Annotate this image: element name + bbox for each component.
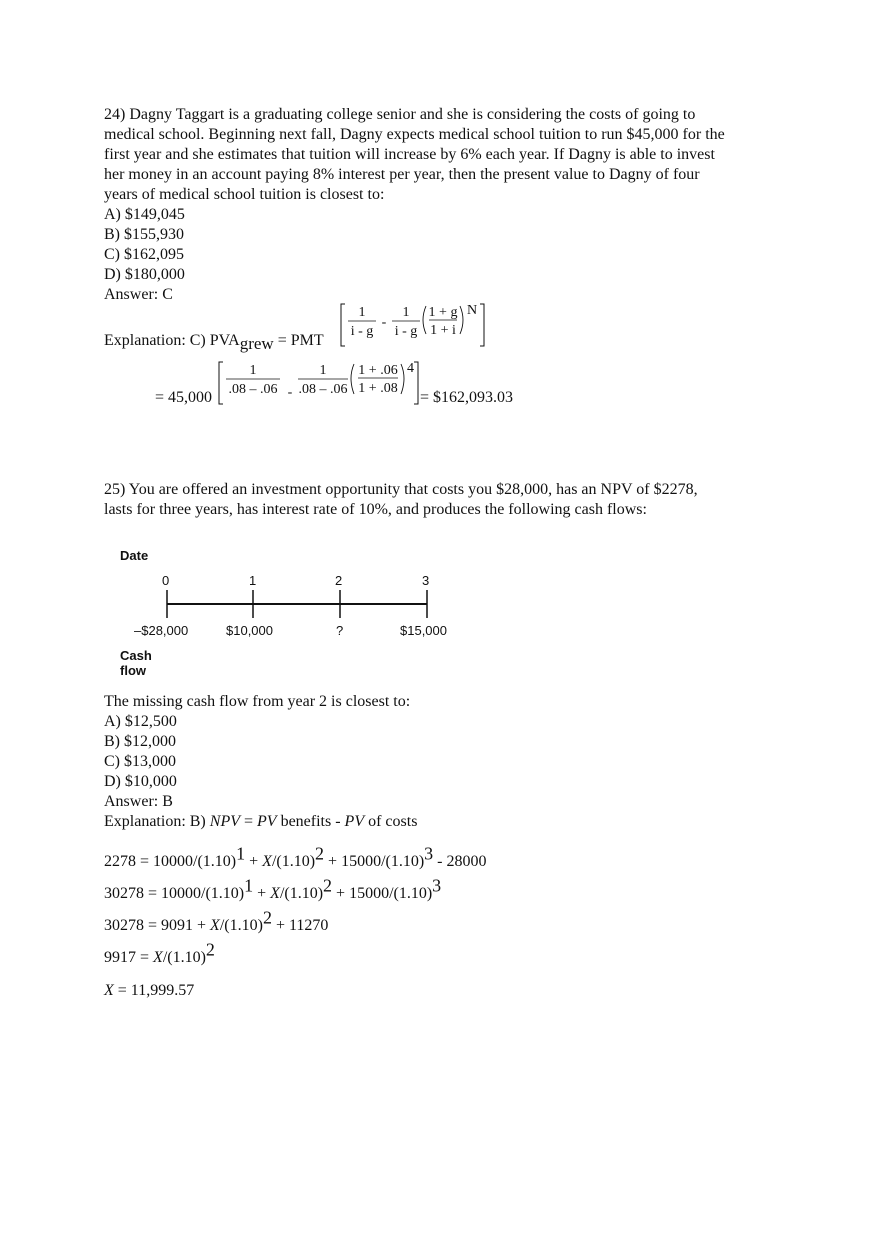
- eq-variable: X: [210, 917, 220, 934]
- eq-variable: X: [270, 885, 280, 902]
- formula-den2: i - g: [394, 324, 418, 339]
- calc-exponent: 4: [407, 361, 414, 376]
- q25-option: A) $12,500: [104, 713, 177, 730]
- q25-option: B) $12,000: [104, 733, 176, 750]
- q25-explanation: [104, 812, 784, 832]
- calc-lhs: = 45,000: [155, 389, 213, 406]
- eq-text: +: [253, 885, 271, 902]
- exp-pv: PV: [257, 813, 277, 830]
- eq-text: /(1.10): [219, 917, 263, 934]
- q25-question: [104, 480, 784, 520]
- calc-num1: 1: [249, 363, 257, 378]
- formula-num2: 1: [402, 305, 410, 320]
- q25-prompt: The missing cash flow from year 2 is closest to:: [104, 693, 411, 710]
- calc-den2: .08 – .06: [298, 382, 348, 397]
- eq-variable: X: [104, 982, 114, 999]
- q24-line: her money in an account paying 8% interest per year, then the present value to Dagny of four: [104, 166, 700, 183]
- eq-exponent: 2: [262, 907, 272, 928]
- eq-text: = 11,999.57: [113, 982, 195, 999]
- formula-num1: 1: [358, 305, 366, 320]
- explanation-prefix: Explanation: C) PVA: [104, 332, 240, 349]
- q24-option: D) $180,000: [104, 266, 185, 283]
- calc-inner-num: 1 + .06: [358, 363, 398, 378]
- calc-minus: -: [287, 385, 293, 400]
- cash-flow-value: –$28,000: [134, 623, 189, 638]
- exp-npv: NPV: [209, 813, 240, 830]
- q25-option: C) $13,000: [104, 753, 176, 770]
- formula-inner-den: 1 + i: [430, 323, 456, 338]
- q24-option: C) $162,095: [104, 246, 184, 263]
- explanation-subscript: grew: [239, 334, 274, 354]
- eq-variable: X: [153, 949, 163, 966]
- eq-exponent: 3: [424, 843, 434, 864]
- q24-line: medical school. Beginning next fall, Dagny expects medical school tuition to run $45,000 for the: [104, 126, 725, 143]
- explanation-pmt: = PMT: [273, 332, 324, 349]
- formula-inner-num: 1 + g: [428, 305, 458, 320]
- q24-answer: Answer: C: [104, 286, 173, 303]
- eq-text: + 15000/(1.10): [324, 853, 425, 870]
- eq-text: /(1.10): [271, 853, 316, 870]
- equation-line: [104, 875, 442, 903]
- eq-text: - 28000: [433, 853, 487, 870]
- calc-num2: 1: [319, 363, 327, 378]
- cash-flow-value: $10,000: [226, 623, 273, 638]
- timeline-cashflow-label: Cash: [120, 648, 152, 663]
- eq-exponent: 3: [432, 875, 442, 896]
- timeline-period: 2: [335, 573, 343, 588]
- eq-text: + 15000/(1.10): [332, 885, 433, 902]
- eq-exponent: 2: [323, 875, 333, 896]
- exp-eq: =: [239, 813, 258, 830]
- eq-text: 30278 = 10000/(1.10): [104, 885, 245, 902]
- q25-body: [104, 692, 784, 832]
- exp-benefits: benefits -: [276, 813, 345, 830]
- timeline-date-label: Date: [120, 548, 149, 563]
- q25-line: lasts for three years, has interest rate of 10%, and produces the following cash flows:: [104, 501, 647, 518]
- eq-exponent: 2: [315, 843, 325, 864]
- timeline-axis: [160, 588, 435, 622]
- calc-result: = $162,093.03: [420, 389, 514, 406]
- exp-costs: of costs: [364, 813, 418, 830]
- eq-exponent: 1: [236, 843, 246, 864]
- calc-den1: .08 – .06: [228, 382, 278, 397]
- q25-answer: Answer: B: [104, 793, 173, 810]
- q24-line: first year and she estimates that tuition will increase by 6% each year. If Dagny is able to invest: [104, 146, 715, 163]
- pva-calculation: [218, 360, 423, 408]
- eq-exponent: 2: [205, 939, 215, 960]
- exp-pv: PV: [344, 813, 365, 830]
- q25-line: 25) You are offered an investment opportunity that costs you $28,000, has an NPV of $2278,: [104, 481, 698, 498]
- q24-line: years of medical school tuition is closest to:: [104, 186, 385, 203]
- q24-option: B) $155,930: [104, 226, 184, 243]
- eq-text: + 11270: [271, 917, 329, 934]
- formula-exponent: N: [467, 303, 478, 318]
- timeline-period: 3: [422, 573, 430, 588]
- equation-line: [104, 982, 194, 1000]
- timeline-period: 1: [249, 573, 257, 588]
- eq-text: 2278 = 10000/(1.10): [104, 853, 237, 870]
- q24-explanation: [104, 331, 324, 354]
- equation-line: [104, 907, 329, 935]
- cash-flow-value: ?: [336, 623, 344, 638]
- equation-line: [104, 843, 487, 871]
- q24-question: [104, 105, 784, 305]
- eq-text: /(1.10): [279, 885, 324, 902]
- q24-line: 24) Dagny Taggart is a graduating college senior and she is considering the costs of going to: [104, 106, 696, 123]
- formula-den1: i - g: [350, 324, 374, 339]
- eq-text: 30278 = 9091 +: [104, 917, 211, 934]
- eq-text: /(1.10): [162, 949, 206, 966]
- timeline-cashflow-label: flow: [120, 663, 146, 678]
- q24-option: A) $149,045: [104, 206, 185, 223]
- eq-text: 9917 =: [104, 949, 154, 966]
- eq-text: +: [245, 853, 263, 870]
- equation-line: [104, 939, 215, 967]
- calc-inner-den: 1 + .08: [358, 381, 398, 396]
- exp-prefix: Explanation: B): [104, 813, 210, 830]
- eq-variable: X: [262, 853, 272, 870]
- q25-option: D) $10,000: [104, 773, 177, 790]
- formula-minus: -: [381, 315, 387, 330]
- eq-exponent: 1: [244, 875, 254, 896]
- pva-formula: [340, 302, 490, 350]
- timeline-period: 0: [162, 573, 170, 588]
- cash-flow-value: $15,000: [400, 623, 447, 638]
